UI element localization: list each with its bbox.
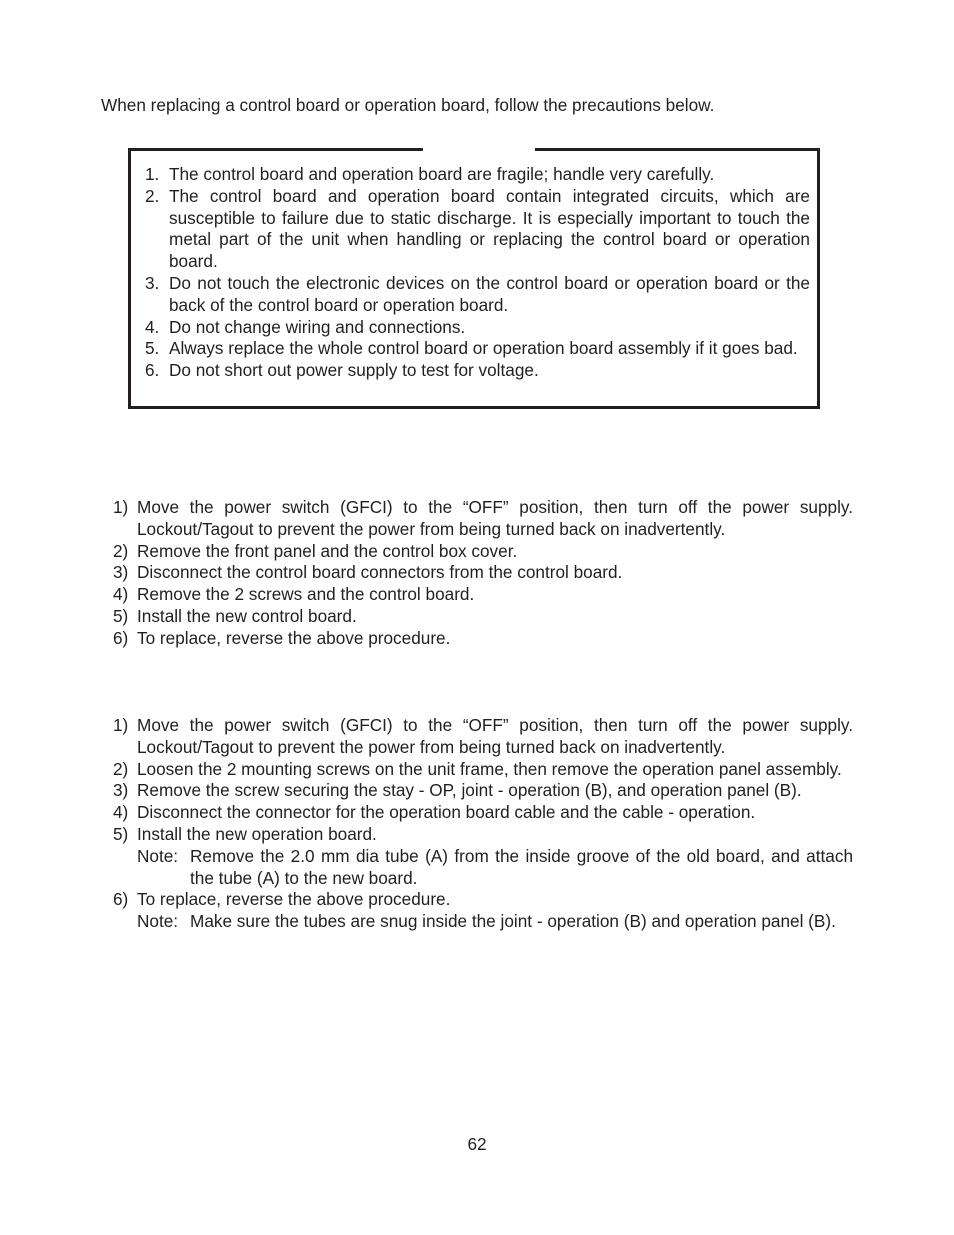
step-number: 4) <box>113 802 129 823</box>
item-number: 2. <box>145 185 160 206</box>
procedure-step <box>113 497 853 541</box>
step-text: Remove the 2 screws and the control board. <box>137 584 475 605</box>
step-text: Move the power switch (GFCI) to the “OFF” position, then turn off the power supply. Lockout/Tagout to prevent the power from being turned back on inadvertently. <box>137 715 853 757</box>
step-note <box>137 846 853 890</box>
step-number: 3) <box>113 562 129 583</box>
procedure-step <box>113 780 853 802</box>
step-text: Install the new control board. <box>137 605 357 626</box>
item-text: Do not short out power supply to test for voltage. <box>169 360 539 381</box>
procedure-step <box>113 889 853 933</box>
step-text: Install the new operation board. <box>137 823 377 844</box>
procedure-step <box>113 715 853 759</box>
page-number: 62 <box>467 1134 487 1154</box>
procedure-step <box>113 562 853 584</box>
step-number: 5) <box>113 605 129 626</box>
item-text: Do not touch the electronic devices on the control board or operation board or the back of the control board or operation board. <box>169 272 810 315</box>
step-text: Disconnect the connector for the operation board cable and the cable - operation. <box>137 802 756 823</box>
item-text: The control board and operation board are fragile; handle very carefully. <box>169 164 715 184</box>
step-number: 1) <box>113 715 129 735</box>
procedure-step <box>113 628 853 650</box>
item-text: Do not change wiring and connections. <box>169 316 466 337</box>
step-text: Move the power switch (GFCI) to the “OFF” position, then turn off the power supply. Lockout/Tagout to prevent the power from being turned back on inadvertently. <box>137 497 853 539</box>
caution-title-gap <box>423 147 535 153</box>
intro-text: When replacing a control board or operation board, follow the precautions below. <box>101 95 715 115</box>
caution-item <box>145 186 810 273</box>
step-text: Remove the front panel and the control box cover. <box>137 540 518 561</box>
step-number: 3) <box>113 780 129 801</box>
operation-board-procedure <box>113 715 853 933</box>
item-text: Always replace the whole control board or operation board assembly if it goes bad. <box>169 338 798 359</box>
step-text: Remove the screw securing the stay - OP, joint - operation (B), and operation panel (B). <box>137 780 802 801</box>
caution-item <box>145 360 810 382</box>
procedure-step <box>113 606 853 628</box>
item-text: The control board and operation board contain integrated circuits, which are susceptible to failure due to static discharge. It is especially important to touch the metal part of the unit when handling or replacing the control board or operation board. <box>169 185 810 272</box>
note-text: Make sure the tubes are snug inside the joint - operation (B) and operation panel (B). <box>190 911 836 932</box>
procedure-step <box>113 824 853 889</box>
caution-box <box>128 148 820 409</box>
note-label: Note: <box>137 845 179 866</box>
procedure-step <box>113 541 853 563</box>
step-number: 1) <box>113 497 129 517</box>
item-number: 1. <box>145 164 160 184</box>
control-board-procedure <box>113 497 853 650</box>
procedure-step <box>113 802 853 824</box>
step-number: 5) <box>113 823 129 844</box>
item-number: 6. <box>145 360 160 381</box>
caution-list <box>145 164 810 382</box>
step-number: 4) <box>113 584 129 605</box>
caution-item <box>145 338 810 360</box>
step-note <box>137 911 853 933</box>
step-number: 2) <box>113 758 129 779</box>
caution-item <box>145 273 810 317</box>
step-text: To replace, reverse the above procedure. <box>137 627 451 648</box>
caution-item <box>145 317 810 339</box>
note-label: Note: <box>137 911 179 932</box>
item-number: 4. <box>145 316 160 337</box>
step-text: Loosen the 2 mounting screws on the unit frame, then remove the operation panel assembly. <box>137 758 842 779</box>
step-number: 2) <box>113 540 129 561</box>
item-number: 5. <box>145 338 160 359</box>
step-number: 6) <box>113 627 129 648</box>
step-text: Disconnect the control board connectors from the control board. <box>137 562 623 583</box>
caution-item <box>145 164 810 186</box>
step-text: To replace, reverse the above procedure. <box>137 889 451 910</box>
procedure-step <box>113 759 853 781</box>
note-text: Remove the 2.0 mm dia tube (A) from the inside groove of the old board, and attach the tube (A) to the new board. <box>190 845 853 888</box>
procedure-step <box>113 584 853 606</box>
step-number: 6) <box>113 889 129 910</box>
item-number: 3. <box>145 272 160 293</box>
